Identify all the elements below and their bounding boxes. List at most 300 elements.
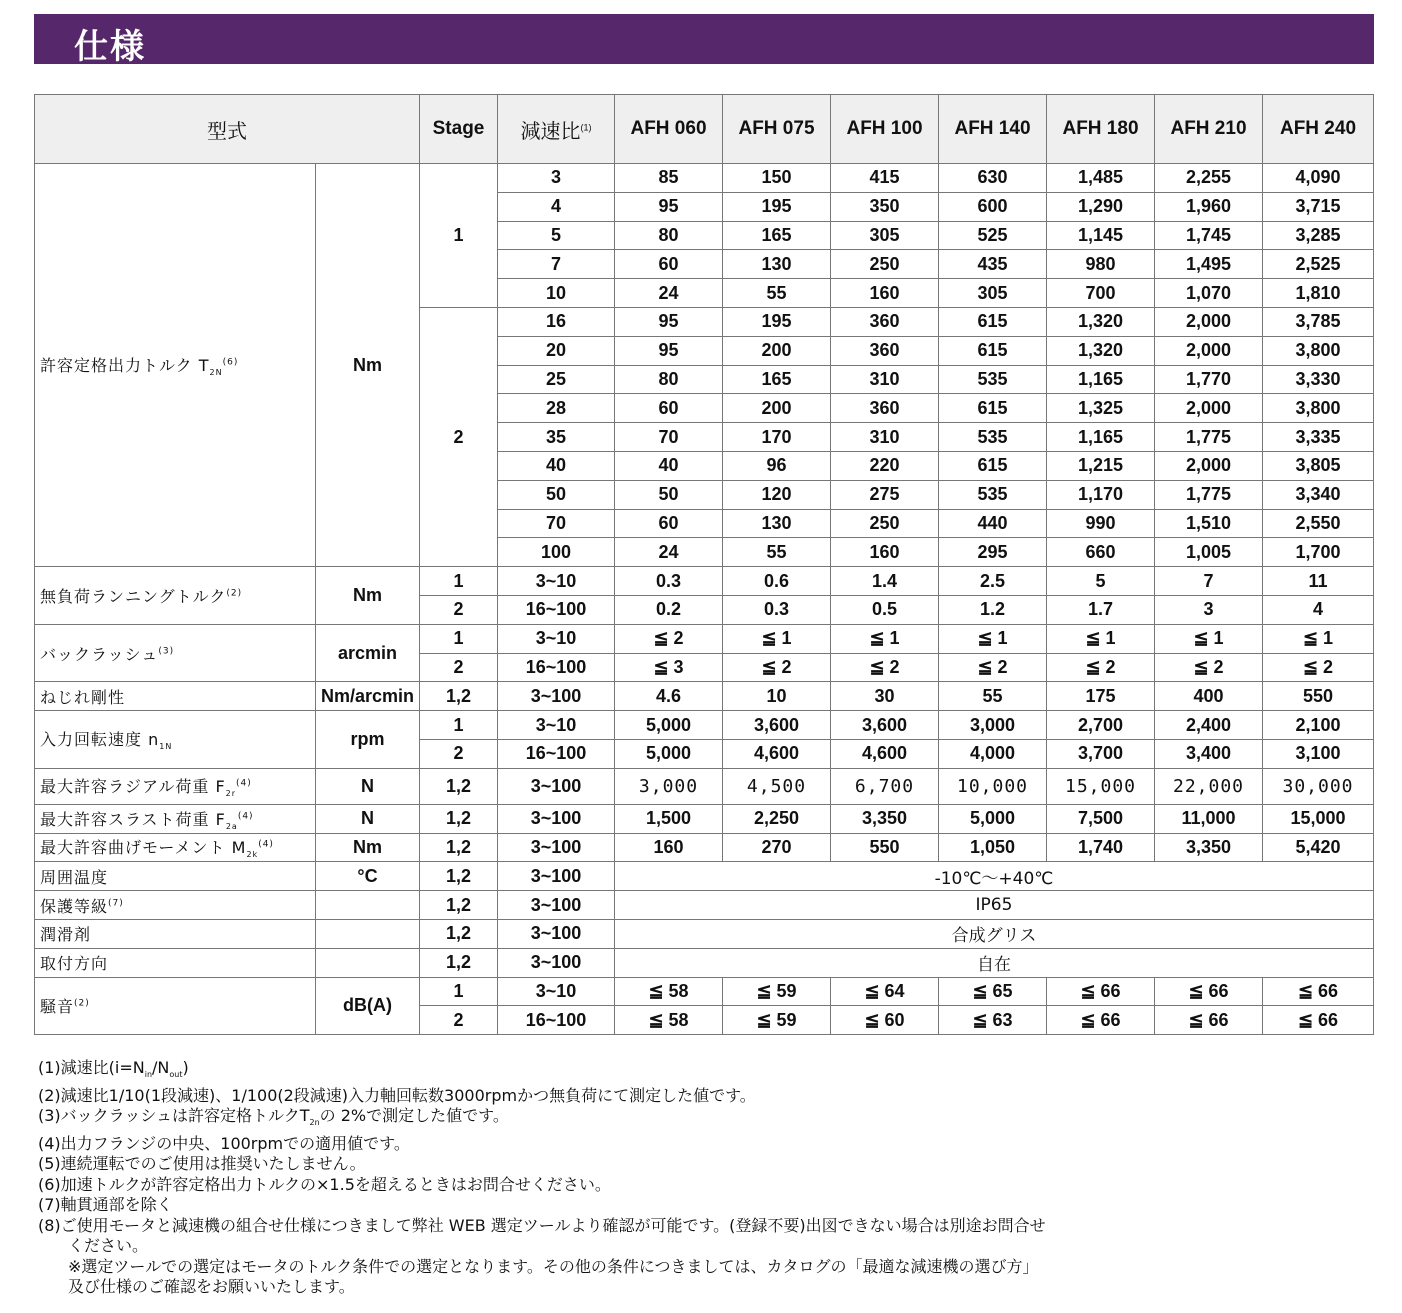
note-8-remark: ※選定ツールでの選定はモータのトルク条件での選定となります。その他の条件につきましては、カタログの「最適な減速機の選び方」 xyxy=(68,1256,1039,1276)
value-cell: 435 xyxy=(939,250,1047,279)
value-cell: 2,400 xyxy=(1155,711,1263,740)
value-cell: 0.3 xyxy=(723,595,831,624)
value-cell: 2,255 xyxy=(1155,164,1263,193)
header-model-col: AFH 210 xyxy=(1155,95,1263,164)
param-label: 無負荷ランニングトルク$^{(2)}$ xyxy=(35,567,316,625)
value-cell: 1,745 xyxy=(1155,221,1263,250)
unit-cell xyxy=(316,919,420,948)
ratio-cell: 16~100 xyxy=(498,595,615,624)
param-label: 潤滑剤 xyxy=(35,919,316,948)
ratio-cell: 3~100 xyxy=(498,682,615,711)
value-cell: 350 xyxy=(831,192,939,221)
value-cell: 1,070 xyxy=(1155,279,1263,308)
stage-cell: 1 xyxy=(420,164,498,308)
value-cell: ≦ 3 xyxy=(615,653,723,682)
value-cell: 1,005 xyxy=(1155,538,1263,567)
value-cell: 22,000 xyxy=(1155,768,1263,804)
value-cell: 1,510 xyxy=(1155,509,1263,538)
value-cell: ≦ 66 xyxy=(1155,1006,1263,1035)
value-cell: 3,715 xyxy=(1263,192,1374,221)
value-cell: 30,000 xyxy=(1263,768,1374,804)
header-model-col: AFH 140 xyxy=(939,95,1047,164)
header-model: 型式 xyxy=(35,95,420,164)
value-cell: 1,775 xyxy=(1155,480,1263,509)
table-row xyxy=(35,567,1374,596)
ratio-cell: 7 xyxy=(498,250,615,279)
value-cell: 4,600 xyxy=(831,739,939,768)
value-cell: 550 xyxy=(831,833,939,862)
param-label: 最大許容曲げモーメント $M_{2k}^{(4)}$ xyxy=(35,833,316,862)
value-cell: 4,000 xyxy=(939,739,1047,768)
value-cell: ≦ 59 xyxy=(723,1006,831,1035)
merged-value-cell: IP65 xyxy=(615,891,1374,920)
unit-cell: Nm xyxy=(316,164,420,567)
ratio-cell: 16~100 xyxy=(498,739,615,768)
value-cell: 3,700 xyxy=(1047,739,1155,768)
value-cell: 1,775 xyxy=(1155,423,1263,452)
value-cell: 130 xyxy=(723,250,831,279)
ratio-cell: 25 xyxy=(498,365,615,394)
value-cell: 4,600 xyxy=(723,739,831,768)
note-2: (2)減速比1/10(1段減速)、1/100(2段減速)入力軸回転数3000rpmかつ無負荷にて測定した値です。 xyxy=(38,1085,756,1105)
unit-cell: arcmin xyxy=(316,624,420,682)
table-row xyxy=(35,804,1374,833)
table-row xyxy=(35,711,1374,740)
value-cell: 615 xyxy=(939,451,1047,480)
value-cell: 3,800 xyxy=(1263,336,1374,365)
value-cell: 360 xyxy=(831,394,939,423)
value-cell: ≦ 66 xyxy=(1155,977,1263,1006)
value-cell: 7 xyxy=(1155,567,1263,596)
value-cell: 165 xyxy=(723,365,831,394)
value-cell: 2.5 xyxy=(939,567,1047,596)
value-cell: 80 xyxy=(615,221,723,250)
value-cell: ≦ 2 xyxy=(1263,653,1374,682)
value-cell: 1,320 xyxy=(1047,307,1155,336)
value-cell: 95 xyxy=(615,307,723,336)
value-cell: 535 xyxy=(939,365,1047,394)
value-cell: 990 xyxy=(1047,509,1155,538)
header-stage: Stage xyxy=(420,95,498,164)
unit-cell: N xyxy=(316,804,420,833)
value-cell: 55 xyxy=(723,279,831,308)
value-cell: 150 xyxy=(723,164,831,193)
value-cell: 60 xyxy=(615,394,723,423)
table-row xyxy=(35,768,1374,804)
value-cell: ≦ 2 xyxy=(831,653,939,682)
value-cell: 2,000 xyxy=(1155,451,1263,480)
value-cell: 165 xyxy=(723,221,831,250)
stage-cell: 2 xyxy=(420,307,498,566)
unit-cell: Nm xyxy=(316,567,420,625)
stage-cell: 2 xyxy=(420,595,498,624)
value-cell: 5,000 xyxy=(615,711,723,740)
value-cell: 5 xyxy=(1047,567,1155,596)
value-cell: 535 xyxy=(939,423,1047,452)
value-cell: 220 xyxy=(831,451,939,480)
value-cell: 0.5 xyxy=(831,595,939,624)
value-cell: 3,340 xyxy=(1263,480,1374,509)
value-cell: 400 xyxy=(1155,682,1263,711)
value-cell: 4 xyxy=(1263,595,1374,624)
value-cell: 30 xyxy=(831,682,939,711)
ratio-cell: 100 xyxy=(498,538,615,567)
value-cell: ≦ 2 xyxy=(1047,653,1155,682)
page-title: 仕様 xyxy=(74,27,146,67)
value-cell: 1,325 xyxy=(1047,394,1155,423)
value-cell: ≦ 2 xyxy=(723,653,831,682)
table-row xyxy=(35,164,1374,193)
unit-cell: Nm/arcmin xyxy=(316,682,420,711)
param-label: ねじれ剛性 xyxy=(35,682,316,711)
table-row xyxy=(35,624,1374,653)
param-label: 入力回転速度 $n_{1N}$ xyxy=(35,711,316,769)
value-cell: 50 xyxy=(615,480,723,509)
table-row xyxy=(35,977,1374,1006)
value-cell: 70 xyxy=(615,423,723,452)
value-cell: ≦ 1 xyxy=(939,624,1047,653)
stage-cell: 1,2 xyxy=(420,919,498,948)
unit-cell: N xyxy=(316,768,420,804)
value-cell: 275 xyxy=(831,480,939,509)
value-cell: 200 xyxy=(723,394,831,423)
value-cell: 1,770 xyxy=(1155,365,1263,394)
value-cell: 1,810 xyxy=(1263,279,1374,308)
value-cell: 1.7 xyxy=(1047,595,1155,624)
value-cell: 3,785 xyxy=(1263,307,1374,336)
value-cell: 195 xyxy=(723,307,831,336)
value-cell: 1,960 xyxy=(1155,192,1263,221)
value-cell: ≦ 59 xyxy=(723,977,831,1006)
stage-cell: 1,2 xyxy=(420,862,498,891)
stage-cell: 2 xyxy=(420,739,498,768)
header-model-col: AFH 075 xyxy=(723,95,831,164)
value-cell: 3,800 xyxy=(1263,394,1374,423)
value-cell: 3,600 xyxy=(831,711,939,740)
ratio-cell: 3~100 xyxy=(498,833,615,862)
value-cell: 1,740 xyxy=(1047,833,1155,862)
param-label: バックラッシュ$^{(3)}$ xyxy=(35,624,316,682)
value-cell: 2,000 xyxy=(1155,394,1263,423)
value-cell: 305 xyxy=(939,279,1047,308)
note-7: (7)軸貫通部を除く xyxy=(38,1195,173,1215)
note-6: (6)加速トルクが許容定格出力トルクの×1.5を超えるときはお問合せください。 xyxy=(38,1174,611,1194)
value-cell: ≦ 2 xyxy=(1155,653,1263,682)
value-cell: 1.2 xyxy=(939,595,1047,624)
header-model-col: AFH 180 xyxy=(1047,95,1155,164)
stage-cell: 2 xyxy=(420,1006,498,1035)
value-cell: 170 xyxy=(723,423,831,452)
value-cell: 2,700 xyxy=(1047,711,1155,740)
value-cell: 3,000 xyxy=(615,768,723,804)
unit-cell: °C xyxy=(316,862,420,891)
unit-cell: rpm xyxy=(316,711,420,769)
value-cell: 40 xyxy=(615,451,723,480)
title-bar xyxy=(34,14,1374,67)
value-cell: 60 xyxy=(615,250,723,279)
value-cell: 11 xyxy=(1263,567,1374,596)
value-cell: 2,000 xyxy=(1155,307,1263,336)
header-model-col: AFH 240 xyxy=(1263,95,1374,164)
value-cell: 3,600 xyxy=(723,711,831,740)
value-cell: 415 xyxy=(831,164,939,193)
value-cell: 10 xyxy=(723,682,831,711)
param-label: 許容定格出力トルク $T_{2N}^{(6)}$ xyxy=(35,164,316,567)
ratio-cell: 40 xyxy=(498,451,615,480)
value-cell: 3,285 xyxy=(1263,221,1374,250)
note-4: (4)出力フランジの中央、100rpmでの適用値です。 xyxy=(38,1133,410,1153)
note-3: (3)バックラッシュは許容定格トルク$T_{2n}$の 2%で測定した値です。 xyxy=(38,1106,509,1128)
value-cell: 615 xyxy=(939,307,1047,336)
value-cell: 7,500 xyxy=(1047,804,1155,833)
value-cell: 3,335 xyxy=(1263,423,1374,452)
value-cell: 535 xyxy=(939,480,1047,509)
value-cell: ≦ 2 xyxy=(615,624,723,653)
value-cell: 270 xyxy=(723,833,831,862)
value-cell: 0.3 xyxy=(615,567,723,596)
value-cell: 5,000 xyxy=(939,804,1047,833)
value-cell: 1,495 xyxy=(1155,250,1263,279)
ratio-cell: 50 xyxy=(498,480,615,509)
value-cell: 10,000 xyxy=(939,768,1047,804)
value-cell: 95 xyxy=(615,192,723,221)
value-cell: 15,000 xyxy=(1047,768,1155,804)
stage-cell: 1,2 xyxy=(420,891,498,920)
value-cell: 1,165 xyxy=(1047,423,1155,452)
ratio-cell: 16~100 xyxy=(498,1006,615,1035)
value-cell: 120 xyxy=(723,480,831,509)
value-cell: 660 xyxy=(1047,538,1155,567)
value-cell: 55 xyxy=(723,538,831,567)
value-cell: 3,350 xyxy=(1155,833,1263,862)
ratio-cell: 4 xyxy=(498,192,615,221)
value-cell: 4,500 xyxy=(723,768,831,804)
value-cell: 3,000 xyxy=(939,711,1047,740)
value-cell: 24 xyxy=(615,279,723,308)
stage-cell: 1 xyxy=(420,624,498,653)
value-cell: ≦ 1 xyxy=(1155,624,1263,653)
unit-cell: Nm xyxy=(316,833,420,862)
value-cell: 5,000 xyxy=(615,739,723,768)
value-cell: ≦ 2 xyxy=(939,653,1047,682)
value-cell: 160 xyxy=(831,538,939,567)
ratio-cell: 28 xyxy=(498,394,615,423)
header-model-col: AFH 060 xyxy=(615,95,723,164)
stage-cell: 1 xyxy=(420,711,498,740)
value-cell: 1,170 xyxy=(1047,480,1155,509)
value-cell: 600 xyxy=(939,192,1047,221)
stage-cell: 1 xyxy=(420,567,498,596)
unit-cell xyxy=(316,948,420,977)
value-cell: 3,100 xyxy=(1263,739,1374,768)
value-cell: ≦ 63 xyxy=(939,1006,1047,1035)
value-cell: 550 xyxy=(1263,682,1374,711)
value-cell: 11,000 xyxy=(1155,804,1263,833)
value-cell: 1,290 xyxy=(1047,192,1155,221)
value-cell: 1,500 xyxy=(615,804,723,833)
note-8-remark-2: 及び仕様のご確認をお願いいたします。 xyxy=(68,1277,355,1297)
value-cell: 200 xyxy=(723,336,831,365)
value-cell: 24 xyxy=(615,538,723,567)
ratio-cell: 3~100 xyxy=(498,862,615,891)
value-cell: 4,090 xyxy=(1263,164,1374,193)
value-cell: 130 xyxy=(723,509,831,538)
value-cell: 96 xyxy=(723,451,831,480)
value-cell: 1,215 xyxy=(1047,451,1155,480)
param-label: 取付方向 xyxy=(35,948,316,977)
value-cell: 6,700 xyxy=(831,768,939,804)
value-cell: 1,145 xyxy=(1047,221,1155,250)
value-cell: 2,550 xyxy=(1263,509,1374,538)
value-cell: 1,165 xyxy=(1047,365,1155,394)
spec-table xyxy=(34,94,1374,1035)
table-row xyxy=(35,862,1374,891)
table-row xyxy=(35,682,1374,711)
value-cell: 0.6 xyxy=(723,567,831,596)
value-cell: 310 xyxy=(831,365,939,394)
ratio-cell: 35 xyxy=(498,423,615,452)
ratio-cell: 16~100 xyxy=(498,653,615,682)
value-cell: 3,400 xyxy=(1155,739,1263,768)
value-cell: ≦ 66 xyxy=(1047,1006,1155,1035)
value-cell: ≦ 1 xyxy=(1047,624,1155,653)
value-cell: 980 xyxy=(1047,250,1155,279)
merged-value-cell: 合成グリス xyxy=(615,919,1374,948)
param-label: 最大許容ラジアル荷重 $F_{2r}^{(4)}$ xyxy=(35,768,316,804)
value-cell: 0.2 xyxy=(615,595,723,624)
value-cell: ≦ 1 xyxy=(1263,624,1374,653)
ratio-cell: 3~100 xyxy=(498,804,615,833)
ratio-cell: 20 xyxy=(498,336,615,365)
value-cell: 3,350 xyxy=(831,804,939,833)
value-cell: 4.6 xyxy=(615,682,723,711)
value-cell: 3,330 xyxy=(1263,365,1374,394)
value-cell: 1,320 xyxy=(1047,336,1155,365)
param-label: 騒音$^{(2)}$ xyxy=(35,977,316,1035)
value-cell: 85 xyxy=(615,164,723,193)
value-cell: 55 xyxy=(939,682,1047,711)
ratio-cell: 16 xyxy=(498,307,615,336)
value-cell: 700 xyxy=(1047,279,1155,308)
stage-cell: 2 xyxy=(420,653,498,682)
note-1: (1)減速比$(i=N_{in}/N_{out})$ xyxy=(38,1058,189,1080)
value-cell: ≦ 66 xyxy=(1263,1006,1374,1035)
value-cell: ≦ 65 xyxy=(939,977,1047,1006)
header-model-col: AFH 100 xyxy=(831,95,939,164)
table-body xyxy=(35,164,1374,1035)
stage-cell: 1,2 xyxy=(420,682,498,711)
value-cell: 360 xyxy=(831,307,939,336)
value-cell: ≦ 64 xyxy=(831,977,939,1006)
ratio-cell: 3~100 xyxy=(498,768,615,804)
stage-cell: 1 xyxy=(420,977,498,1006)
merged-value-cell: -10℃～+40℃ xyxy=(615,862,1374,891)
unit-cell: dB(A) xyxy=(316,977,420,1035)
table-row xyxy=(35,948,1374,977)
value-cell: 5,420 xyxy=(1263,833,1374,862)
value-cell: 2,100 xyxy=(1263,711,1374,740)
ratio-cell: 10 xyxy=(498,279,615,308)
stage-cell: 1,2 xyxy=(420,804,498,833)
value-cell: 250 xyxy=(831,509,939,538)
value-cell: ≦ 1 xyxy=(723,624,831,653)
value-cell: 2,250 xyxy=(723,804,831,833)
value-cell: 1,050 xyxy=(939,833,1047,862)
value-cell: 525 xyxy=(939,221,1047,250)
stage-cell: 1,2 xyxy=(420,948,498,977)
unit-cell xyxy=(316,891,420,920)
value-cell: 615 xyxy=(939,336,1047,365)
ratio-cell: 3~100 xyxy=(498,919,615,948)
value-cell: 2,525 xyxy=(1263,250,1374,279)
value-cell: ≦ 58 xyxy=(615,977,723,1006)
note-8: (8)ご使用モータと減速機の組合せ仕様につきまして弊社 WEB 選定ツールより確認が可能です。(登録不要)出図できない場合は別途お問合せ xyxy=(38,1215,1046,1235)
value-cell: ≦ 1 xyxy=(831,624,939,653)
value-cell: 3 xyxy=(1155,595,1263,624)
value-cell: ≦ 58 xyxy=(615,1006,723,1035)
value-cell: 630 xyxy=(939,164,1047,193)
ratio-cell: 3~10 xyxy=(498,711,615,740)
table-row xyxy=(35,833,1374,862)
value-cell: 195 xyxy=(723,192,831,221)
value-cell: 1,485 xyxy=(1047,164,1155,193)
param-label: 保護等級$^{(7)}$ xyxy=(35,891,316,920)
ratio-cell: 3~100 xyxy=(498,891,615,920)
value-cell: 440 xyxy=(939,509,1047,538)
footnotes xyxy=(38,1058,1368,1298)
value-cell: 250 xyxy=(831,250,939,279)
table-row xyxy=(35,891,1374,920)
value-cell: 310 xyxy=(831,423,939,452)
value-cell: 160 xyxy=(831,279,939,308)
stage-cell: 1,2 xyxy=(420,768,498,804)
note-8-continued: ください。 xyxy=(68,1236,149,1256)
value-cell: 175 xyxy=(1047,682,1155,711)
merged-value-cell: 自在 xyxy=(615,948,1374,977)
ratio-cell: 3 xyxy=(498,164,615,193)
stage-cell: 1,2 xyxy=(420,833,498,862)
header-ratio: 減速比$^{(1)}$ xyxy=(498,95,615,164)
param-label: 最大許容スラスト荷重 $F_{2a}^{(4)}$ xyxy=(35,804,316,833)
table-header-row xyxy=(35,95,1374,164)
table-row xyxy=(35,919,1374,948)
value-cell: ≦ 66 xyxy=(1047,977,1155,1006)
note-5: (5)連続運転でのご使用は推奨いたしません。 xyxy=(38,1154,366,1174)
value-cell: 2,000 xyxy=(1155,336,1263,365)
ratio-cell: 70 xyxy=(498,509,615,538)
ratio-cell: 3~10 xyxy=(498,977,615,1006)
value-cell: 615 xyxy=(939,394,1047,423)
ratio-cell: 3~10 xyxy=(498,567,615,596)
value-cell: 15,000 xyxy=(1263,804,1374,833)
value-cell: 80 xyxy=(615,365,723,394)
value-cell: 60 xyxy=(615,509,723,538)
value-cell: 305 xyxy=(831,221,939,250)
value-cell: 3,805 xyxy=(1263,451,1374,480)
value-cell: ≦ 60 xyxy=(831,1006,939,1035)
ratio-cell: 3~10 xyxy=(498,624,615,653)
value-cell: 1.4 xyxy=(831,567,939,596)
value-cell: 160 xyxy=(615,833,723,862)
ratio-cell: 3~100 xyxy=(498,948,615,977)
value-cell: 1,700 xyxy=(1263,538,1374,567)
value-cell: 295 xyxy=(939,538,1047,567)
ratio-cell: 5 xyxy=(498,221,615,250)
value-cell: 95 xyxy=(615,336,723,365)
value-cell: ≦ 66 xyxy=(1263,977,1374,1006)
param-label: 周囲温度 xyxy=(35,862,316,891)
value-cell: 360 xyxy=(831,336,939,365)
